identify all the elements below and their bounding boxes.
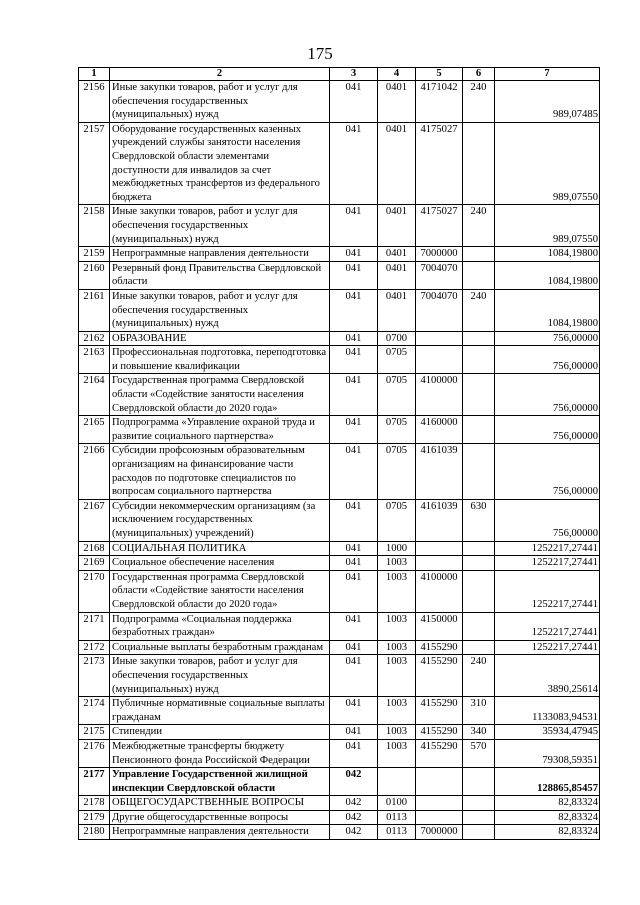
row-amount: 1252217,27441: [495, 556, 600, 571]
code-ministry: 042: [330, 810, 378, 825]
code-expense-type: [463, 768, 495, 796]
code-section: 0401: [378, 247, 416, 262]
code-ministry: 041: [330, 444, 378, 499]
code-ministry: 041: [330, 570, 378, 612]
table-row: [79, 205, 600, 247]
row-amount: 1084,19800: [495, 289, 600, 331]
code-target: 4175027: [416, 205, 463, 247]
row-name: Иные закупки товаров, работ и услуг для обеспечения государственных (муниципальных) нужд: [110, 81, 330, 123]
code-section: 1003: [378, 739, 416, 767]
code-expense-type: 310: [463, 697, 495, 725]
code-expense-type: [463, 122, 495, 205]
code-target: 4155290: [416, 640, 463, 655]
code-section: 0705: [378, 416, 416, 444]
code-expense-type: [463, 570, 495, 612]
code-expense-type: [463, 346, 495, 374]
row-number: 2173: [79, 655, 110, 697]
row-number: 2156: [79, 81, 110, 123]
row-amount: 756,00000: [495, 374, 600, 416]
table-row: [79, 825, 600, 840]
table-row: [79, 768, 600, 796]
table-row: [79, 247, 600, 262]
row-name: Субсидии профсоюзным образовательным организациям на финансирование части расходов по подготовке специалистов по вопросам социального партнерства: [110, 444, 330, 499]
code-target: [416, 796, 463, 811]
code-expense-type: 240: [463, 289, 495, 331]
row-number: 2176: [79, 739, 110, 767]
row-number: 2161: [79, 289, 110, 331]
row-number: 2177: [79, 768, 110, 796]
code-expense-type: 340: [463, 725, 495, 740]
code-ministry: 041: [330, 331, 378, 346]
row-amount: 756,00000: [495, 444, 600, 499]
row-name: СОЦИАЛЬНАЯ ПОЛИТИКА: [110, 541, 330, 556]
code-ministry: 042: [330, 825, 378, 840]
code-section: 1003: [378, 697, 416, 725]
code-target: 4161039: [416, 499, 463, 541]
code-ministry: 041: [330, 416, 378, 444]
row-amount: 756,00000: [495, 346, 600, 374]
code-ministry: 042: [330, 768, 378, 796]
row-name: Управление Государственной жилищной инспекции Свердловской области: [110, 768, 330, 796]
column-header: 1: [79, 68, 110, 81]
row-name: Иные закупки товаров, работ и услуг для обеспечения государственных (муниципальных) нужд: [110, 205, 330, 247]
row-name: Иные закупки товаров, работ и услуг для обеспечения государственных (муниципальных) нужд: [110, 289, 330, 331]
row-amount: 756,00000: [495, 331, 600, 346]
code-target: 7000000: [416, 825, 463, 840]
table-row: [79, 499, 600, 541]
code-target: 4155290: [416, 739, 463, 767]
row-amount: 3890,25614: [495, 655, 600, 697]
code-expense-type: [463, 261, 495, 289]
code-target: [416, 768, 463, 796]
row-number: 2160: [79, 261, 110, 289]
row-amount: 1133083,94531: [495, 697, 600, 725]
code-target: [416, 556, 463, 571]
row-name: Подпрограмма «Управление охраной труда и развитие социального партнерства»: [110, 416, 330, 444]
code-section: [378, 768, 416, 796]
code-section: 0700: [378, 331, 416, 346]
code-section: 1003: [378, 655, 416, 697]
table-row: [79, 739, 600, 767]
header-row: [79, 68, 600, 81]
table-row: [79, 444, 600, 499]
row-name: Социальное обеспечение населения: [110, 556, 330, 571]
code-ministry: 041: [330, 655, 378, 697]
row-amount: 79308,59351: [495, 739, 600, 767]
column-header: 4: [378, 68, 416, 81]
code-target: 7000000: [416, 247, 463, 262]
row-name: Государственная программа Свердловской области «Содействие занятости населения Свердловской области до 2020 года»: [110, 570, 330, 612]
column-header: 5: [416, 68, 463, 81]
row-number: 2169: [79, 556, 110, 571]
row-name: Подпрограмма «Социальная поддержка безработных граждан»: [110, 612, 330, 640]
code-target: 7004070: [416, 261, 463, 289]
code-ministry: 041: [330, 541, 378, 556]
table-row: [79, 289, 600, 331]
row-name: ОБРАЗОВАНИЕ: [110, 331, 330, 346]
code-section: 1000: [378, 541, 416, 556]
row-number: 2168: [79, 541, 110, 556]
code-section: 1003: [378, 640, 416, 655]
row-name: Межбюджетные трансферты бюджету Пенсионного фонда Российской Федерации: [110, 739, 330, 767]
row-number: 2165: [79, 416, 110, 444]
code-expense-type: 240: [463, 81, 495, 123]
code-section: 0113: [378, 810, 416, 825]
code-target: [416, 541, 463, 556]
code-expense-type: 570: [463, 739, 495, 767]
row-amount: 1252217,27441: [495, 612, 600, 640]
code-ministry: 041: [330, 261, 378, 289]
row-number: 2180: [79, 825, 110, 840]
code-expense-type: 630: [463, 499, 495, 541]
row-amount: 756,00000: [495, 499, 600, 541]
code-ministry: 041: [330, 247, 378, 262]
row-number: 2166: [79, 444, 110, 499]
table-row: [79, 640, 600, 655]
code-expense-type: 240: [463, 655, 495, 697]
code-section: 0401: [378, 289, 416, 331]
table-row: [79, 725, 600, 740]
code-section: 0401: [378, 261, 416, 289]
code-section: 0401: [378, 205, 416, 247]
column-header: 2: [110, 68, 330, 81]
row-name: Профессиональная подготовка, переподготовка и повышение квалификации: [110, 346, 330, 374]
code-target: [416, 331, 463, 346]
code-ministry: 041: [330, 346, 378, 374]
code-expense-type: [463, 444, 495, 499]
row-amount: 82,83324: [495, 810, 600, 825]
code-ministry: 041: [330, 640, 378, 655]
code-section: 0705: [378, 499, 416, 541]
code-target: 4155290: [416, 725, 463, 740]
row-name: Иные закупки товаров, работ и услуг для обеспечения государственных (муниципальных) нужд: [110, 655, 330, 697]
code-target: 4161039: [416, 444, 463, 499]
row-name: Государственная программа Свердловской области «Содействие занятости населения Свердловской области до 2020 года»: [110, 374, 330, 416]
row-number: 2163: [79, 346, 110, 374]
code-ministry: 041: [330, 612, 378, 640]
code-expense-type: [463, 541, 495, 556]
row-name: Другие общегосударственные вопросы: [110, 810, 330, 825]
code-target: [416, 346, 463, 374]
code-section: 0401: [378, 122, 416, 205]
row-name: Публичные нормативные социальные выплаты гражданам: [110, 697, 330, 725]
row-amount: 989,07550: [495, 122, 600, 205]
code-ministry: 041: [330, 725, 378, 740]
code-section: 1003: [378, 612, 416, 640]
row-amount: 989,07485: [495, 81, 600, 123]
code-target: 4150000: [416, 612, 463, 640]
budget-table: [78, 67, 600, 840]
row-number: 2157: [79, 122, 110, 205]
code-section: 0401: [378, 81, 416, 123]
row-number: 2174: [79, 697, 110, 725]
table-row: [79, 374, 600, 416]
code-ministry: 042: [330, 796, 378, 811]
code-ministry: 041: [330, 697, 378, 725]
table-row: [79, 122, 600, 205]
code-expense-type: [463, 416, 495, 444]
code-target: 7004070: [416, 289, 463, 331]
table-row: [79, 331, 600, 346]
row-name: ОБЩЕГОСУДАРСТВЕННЫЕ ВОПРОСЫ: [110, 796, 330, 811]
code-section: 0705: [378, 346, 416, 374]
row-name: Резервный фонд Правительства Свердловской области: [110, 261, 330, 289]
code-ministry: 041: [330, 122, 378, 205]
code-expense-type: [463, 810, 495, 825]
row-name: Субсидии некоммерческим организациям (за исключением государственных (муниципальных) учреждений): [110, 499, 330, 541]
table-row: [79, 697, 600, 725]
row-amount: 1252217,27441: [495, 640, 600, 655]
table-row: [79, 261, 600, 289]
table-row: [79, 81, 600, 123]
code-section: 1003: [378, 725, 416, 740]
row-amount: 1252217,27441: [495, 541, 600, 556]
code-target: 4100000: [416, 570, 463, 612]
row-amount: 128865,85457: [495, 768, 600, 796]
table-row: [79, 541, 600, 556]
page-number: 175: [307, 44, 333, 63]
code-ministry: 041: [330, 739, 378, 767]
code-section: 0113: [378, 825, 416, 840]
code-target: 4100000: [416, 374, 463, 416]
row-amount: 1084,19800: [495, 247, 600, 262]
row-name: Стипендии: [110, 725, 330, 740]
row-number: 2170: [79, 570, 110, 612]
code-ministry: 041: [330, 556, 378, 571]
row-amount: 756,00000: [495, 416, 600, 444]
code-expense-type: [463, 612, 495, 640]
row-number: 2167: [79, 499, 110, 541]
code-expense-type: [463, 640, 495, 655]
code-ministry: 041: [330, 374, 378, 416]
table-row: [79, 570, 600, 612]
row-number: 2172: [79, 640, 110, 655]
code-ministry: 041: [330, 81, 378, 123]
row-name: Социальные выплаты безработным гражданам: [110, 640, 330, 655]
table-row: [79, 655, 600, 697]
code-section: 0100: [378, 796, 416, 811]
code-target: 4160000: [416, 416, 463, 444]
table-row: [79, 556, 600, 571]
code-target: [416, 810, 463, 825]
code-expense-type: [463, 556, 495, 571]
code-target: 4155290: [416, 697, 463, 725]
code-section: 0705: [378, 444, 416, 499]
code-ministry: 041: [330, 499, 378, 541]
table-row: [79, 810, 600, 825]
code-ministry: 041: [330, 205, 378, 247]
table-row: [79, 416, 600, 444]
code-expense-type: [463, 796, 495, 811]
column-header: 6: [463, 68, 495, 81]
table-row: [79, 796, 600, 811]
row-number: 2171: [79, 612, 110, 640]
code-ministry: 041: [330, 289, 378, 331]
row-number: 2159: [79, 247, 110, 262]
code-target: 4175027: [416, 122, 463, 205]
code-expense-type: [463, 331, 495, 346]
table-row: [79, 612, 600, 640]
row-amount: 989,07550: [495, 205, 600, 247]
code-expense-type: 240: [463, 205, 495, 247]
row-name: Непрограммные направления деятельности: [110, 825, 330, 840]
row-name: Оборудование государственных казенных учреждений службы занятости населения Свердловской области элементами доступности для инвалидов за счет межбюджетных трансфертов из федерального бюджета: [110, 122, 330, 205]
row-number: 2158: [79, 205, 110, 247]
table-row: [79, 346, 600, 374]
row-amount: 82,83324: [495, 796, 600, 811]
code-target: 4155290: [416, 655, 463, 697]
row-number: 2178: [79, 796, 110, 811]
row-amount: 35934,47945: [495, 725, 600, 740]
code-expense-type: [463, 374, 495, 416]
row-number: 2179: [79, 810, 110, 825]
row-amount: 1084,19800: [495, 261, 600, 289]
row-name: Непрограммные направления деятельности: [110, 247, 330, 262]
code-target: 4171042: [416, 81, 463, 123]
column-header: 3: [330, 68, 378, 81]
row-number: 2164: [79, 374, 110, 416]
code-section: 1003: [378, 556, 416, 571]
row-amount: 82,83324: [495, 825, 600, 840]
row-amount: 1252217,27441: [495, 570, 600, 612]
code-section: 1003: [378, 570, 416, 612]
row-number: 2162: [79, 331, 110, 346]
column-header: 7: [495, 68, 600, 81]
code-section: 0705: [378, 374, 416, 416]
code-expense-type: [463, 247, 495, 262]
row-number: 2175: [79, 725, 110, 740]
code-expense-type: [463, 825, 495, 840]
